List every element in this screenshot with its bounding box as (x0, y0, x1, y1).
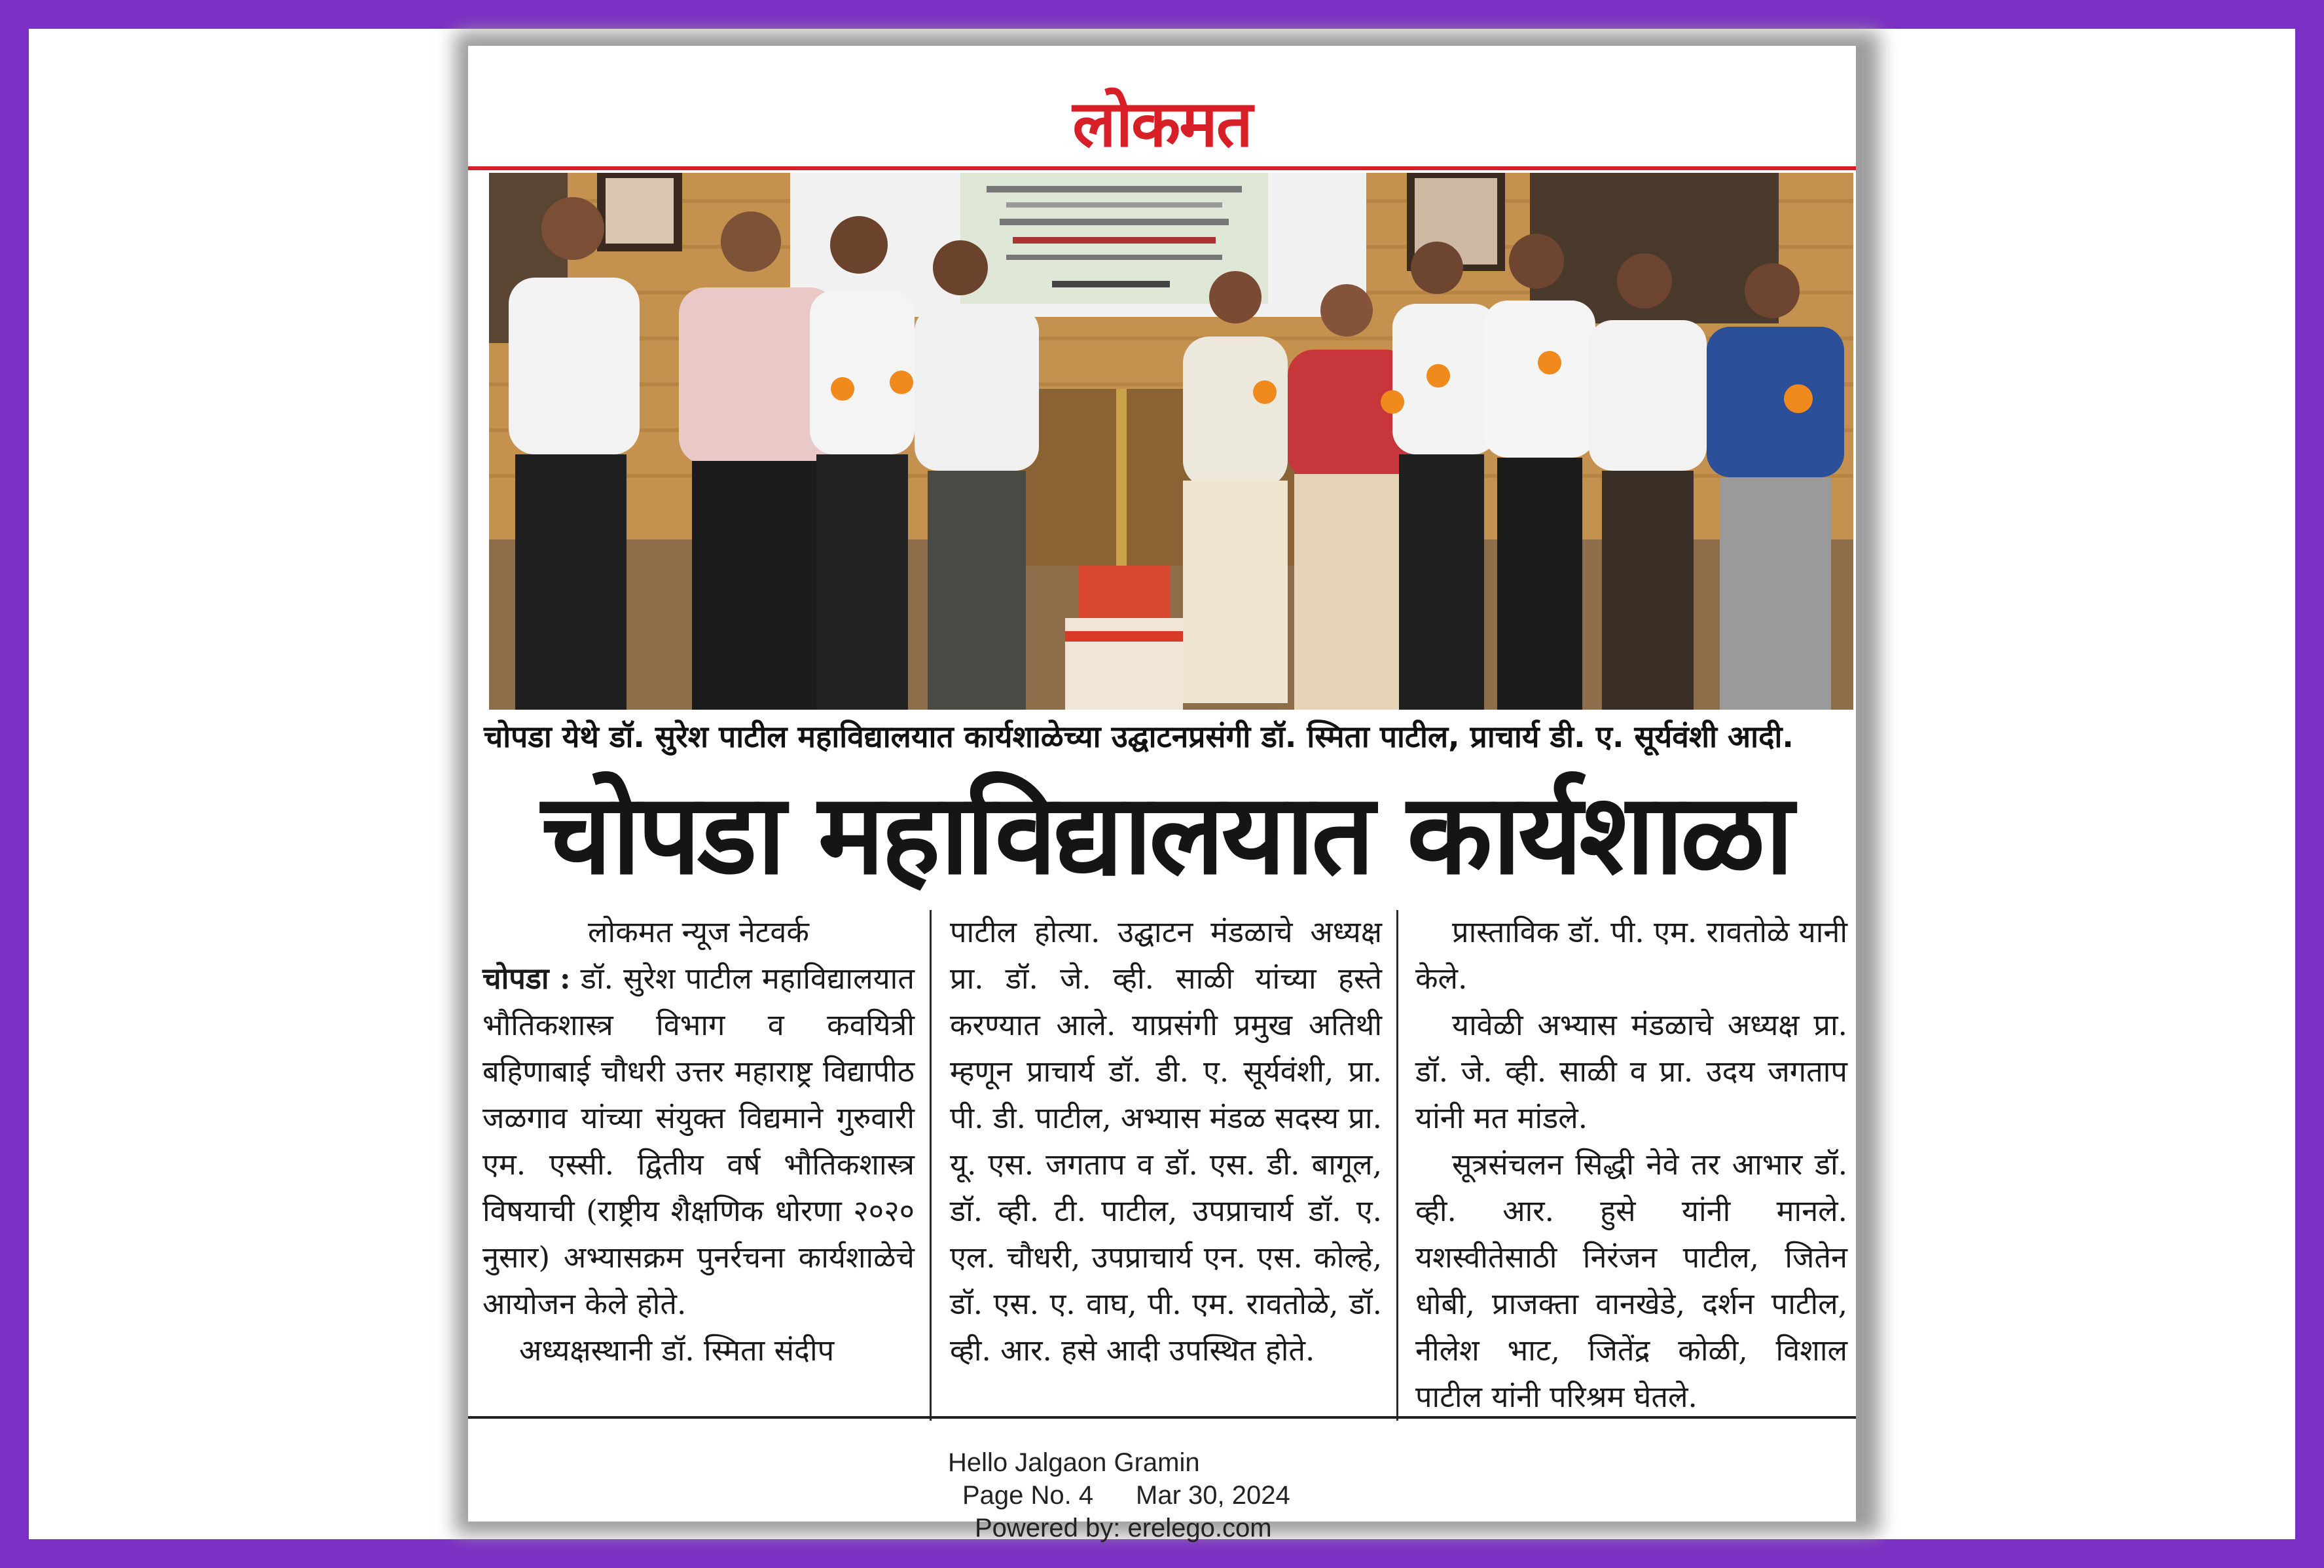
article-byline: लोकमत न्यूज नेटवर्क (588, 915, 809, 949)
footer-rule (468, 1416, 1856, 1419)
masthead-logo: लोकमत (1072, 87, 1252, 162)
article-paragraph: सूत्रसंचलन सिद्धी नेवे तर आभार डॉ. व्ही. आर. हुसे यांनी मानले. यशस्वीतेसाठी निरंजन पाटील, जितेन धोबी, प्राजक्ता वानखेडे, दर्शन पाटील, नीलेश भाट, जितेंद्र कोळी, विशाल पाटील यांनी परिश्रम घेतले. (1415, 1147, 1847, 1414)
article-paragraph (482, 955, 915, 1327)
article-column-2 (950, 909, 1382, 1374)
powered-by: Powered by: erelego.com (975, 1514, 1272, 1542)
article-paragraph: अध्यक्षस्थानी डॉ. स्मिता संदीप (519, 1333, 835, 1368)
article-headline: चोपडा महाविद्यालयात कार्यशाळा (541, 770, 1791, 900)
article-dateline: चोपडा : (482, 961, 571, 996)
newspaper-clipping (468, 46, 1856, 1542)
photo-caption: चोपडा येथे डॉ. सुरेश पाटील महाविद्यालयात कार्यशाळेच्या उद्घाटनप्रसंगी डॉ. स्मिता पाटील, प्राचार्य डी. ए. सूर्यवंशी आदी. (484, 719, 1794, 754)
article-paragraph-text: डॉ. सुरेश पाटील महाविद्यालयात भौतिकशास्त्र विभाग व कवयित्री बहिणाबाई चौधरी उत्तर महाराष्ट्र विद्यापीठ जळगाव यांच्या संयुक्त विद्यमाने गुरुवारी एम. एस्सी. द्वितीय वर्ष भौतिकशास्त्र विषयाची (राष्ट्रीय शैक्षणिक धोरणा २०२० नुसार) अभ्यासक्रम पुनर्रचना कार्यशाळेचे आयोजन केले होते. (482, 961, 915, 1321)
article-paragraph: यावेळी अभ्यास मंडळाचे अध्यक्ष प्रा. डॉ. जे. व्ही. साळी व प्रा. उदय जगताप यांनी मत मांडले. (1415, 1008, 1847, 1135)
column-divider (930, 910, 932, 1421)
article-column-3 (1415, 909, 1847, 1420)
masthead-rule (468, 166, 1856, 170)
article-column-1 (482, 909, 915, 1374)
article-paragraph: पाटील होत्या. उद्घाटन मंडळाचे अध्यक्ष प्रा. डॉ. जे. व्ही. साळी यांच्या हस्ते करण्यात आले. याप्रसंगी प्रमुख अतिथी म्हणून प्राचार्य डॉ. डी. ए. सूर्यवंशी, प्रा. पी. डी. पाटील, अभ्यास मंडळ सदस्य प्रा. यू. एस. जगताप व डॉ. एस. डी. बागूल, डॉ. व्ही. टी. पाटील, उपप्राचार्य डॉ. ए. एल. चौधरी, उपप्राचार्य एन. एस. कोल्हे, डॉ. एस. ए. वाघ, पी. एम. रावतोळे, डॉ. व्ही. आर. हसे आदी उपस्थित होते. (950, 915, 1382, 1368)
page-number: Page No. 4 (962, 1481, 1094, 1510)
article-paragraph: प्रास्ताविक डॉ. पी. एम. रावतोळे यानी केले. (1415, 915, 1847, 996)
group-photo-image (489, 173, 1853, 710)
edition-name: Hello Jalgaon Gramin (948, 1448, 1200, 1477)
article-photo (489, 173, 1853, 710)
issue-date: Mar 30, 2024 (1136, 1481, 1290, 1510)
column-divider (1396, 910, 1398, 1421)
